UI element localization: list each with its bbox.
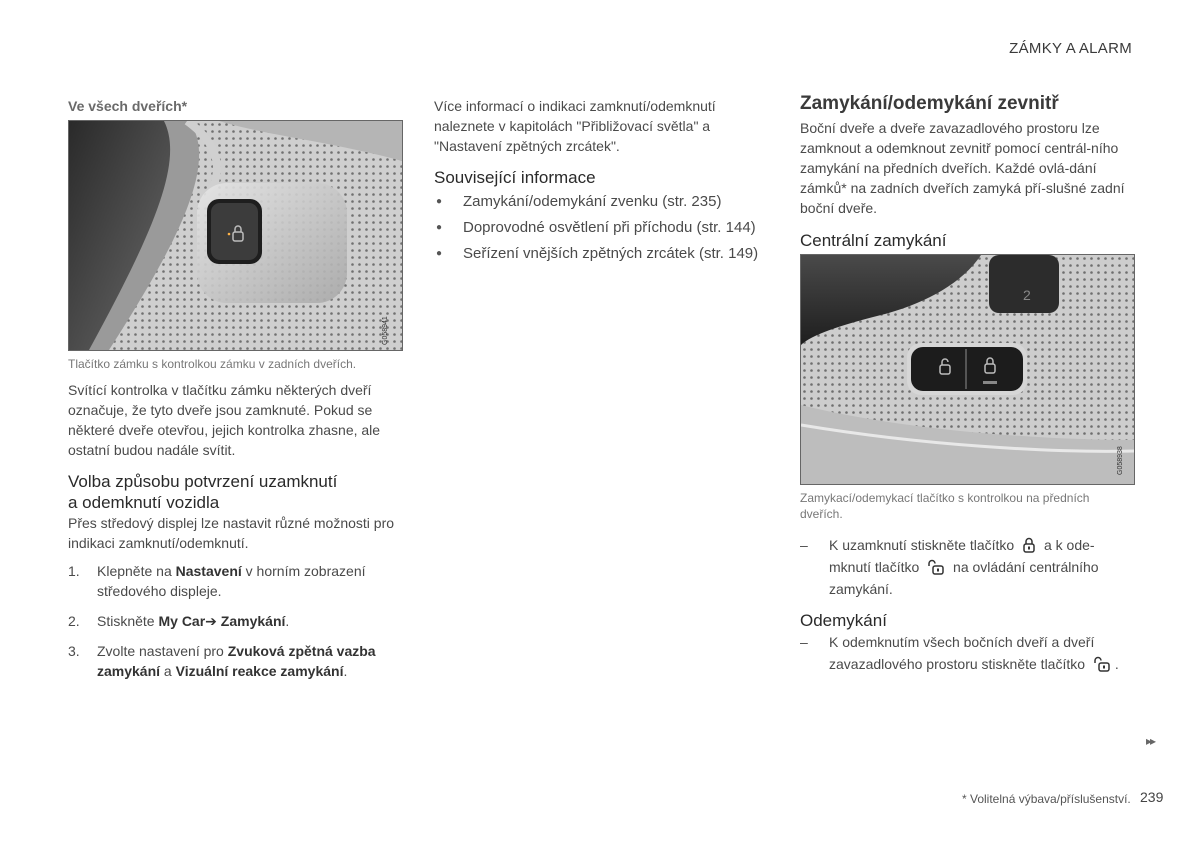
steps-list xyxy=(68,561,403,681)
step-3: 3. Zvolte nastavení pro Zvuková zpětná vazba zamykání a Vizuální reakce zamykání. xyxy=(68,643,376,679)
related-link[interactable]: ● Seřízení vnějších zpětných zrcátek (str. 149) xyxy=(434,244,769,264)
continue-icon: ▸▸ xyxy=(1146,734,1155,748)
related-links xyxy=(434,192,769,264)
footnote: * Volitelná výbava/příslušenství. xyxy=(962,792,1131,806)
section-title: ZÁMKY A ALARM xyxy=(1009,40,1132,57)
right-caption: Zamykací/odemykací tlačítko s kontrolkou na předních dveřích. xyxy=(800,491,1090,521)
rear-door-illustration xyxy=(69,121,402,350)
right-title: Zamykání/odemykání zevnitř xyxy=(800,93,1059,114)
middle-paragraph: Více informací o indikaci zamknutí/odemknutí naleznete v kapitolách "Přibližovací světla" a "Nastavení zpětných zrcátek". xyxy=(434,98,716,154)
right-image-code: G058938 xyxy=(1117,446,1124,475)
related-heading: Související informace xyxy=(434,168,596,187)
front-door-photo xyxy=(800,254,1135,485)
unlocking-heading: Odemykání xyxy=(800,611,887,630)
page-number: 239 xyxy=(1140,789,1164,805)
unlock-step: – K odemknutím všech bočních dveří a dveří zavazadlového prostoru stiskněte tlačítko . xyxy=(800,631,1135,675)
lock-step: – K uzamknutí stiskněte tlačítko a k ode- mknutí tlačítko na ovládání centrálního zamykání. xyxy=(800,534,1135,600)
left-subheading-line1: Volba způsobu potvrzení uzamknutí xyxy=(68,472,338,491)
svg-text:2: 2 xyxy=(1023,287,1031,303)
step-2: 2. Stiskněte My Car➔ Zamykání. xyxy=(68,613,290,629)
left-intro: Přes středový displej lze nastavit různé možnosti pro indikaci zamknutí/odemknutí. xyxy=(68,515,395,551)
left-caption: Tlačítko zámku s kontrolkou zámku v zadních dveřích. xyxy=(68,357,357,371)
left-paragraph: Svítící kontrolka v tlačítku zámku některých dveří označuje, že tyto dveře jsou zamknuté. Pokud se některé dveře otevřou, jejich kontrolka zhasne, ale ostatní budou nadále svítit. xyxy=(68,382,381,458)
rear-door-photo xyxy=(68,120,403,351)
left-heading: Ve všech dveřích* xyxy=(68,98,188,114)
left-image-code: G058941 xyxy=(382,316,389,345)
lock-icon xyxy=(1022,537,1036,553)
related-link[interactable]: ● Zamykání/odemykání zvenku (str. 235) xyxy=(434,192,769,212)
step-1: 1. Klepněte na Nastavení v horním zobrazení středového displeje. xyxy=(68,563,366,599)
central-locking-heading: Centrální zamykání xyxy=(800,231,947,250)
related-link[interactable]: ● Doprovodné osvětlení při příchodu (str. 144) xyxy=(434,218,769,238)
unlock-icon xyxy=(1093,656,1111,672)
unlock-icon xyxy=(927,559,945,575)
right-paragraph: Boční dveře a dveře zavazadlového prostoru lze zamknout a odemknout zevnitř pomocí centrál-ního zamykání na předních dveřích. Každé ovlá-dání zámků* na zadních dveřích zamyká pří-slušné zadní boční dveře. xyxy=(800,120,1125,216)
front-door-illustration xyxy=(801,255,1134,484)
left-subheading-line2: a odemknutí vozidla xyxy=(68,493,220,512)
left-column xyxy=(68,96,403,116)
arrow-icon: ➔ xyxy=(205,613,217,629)
